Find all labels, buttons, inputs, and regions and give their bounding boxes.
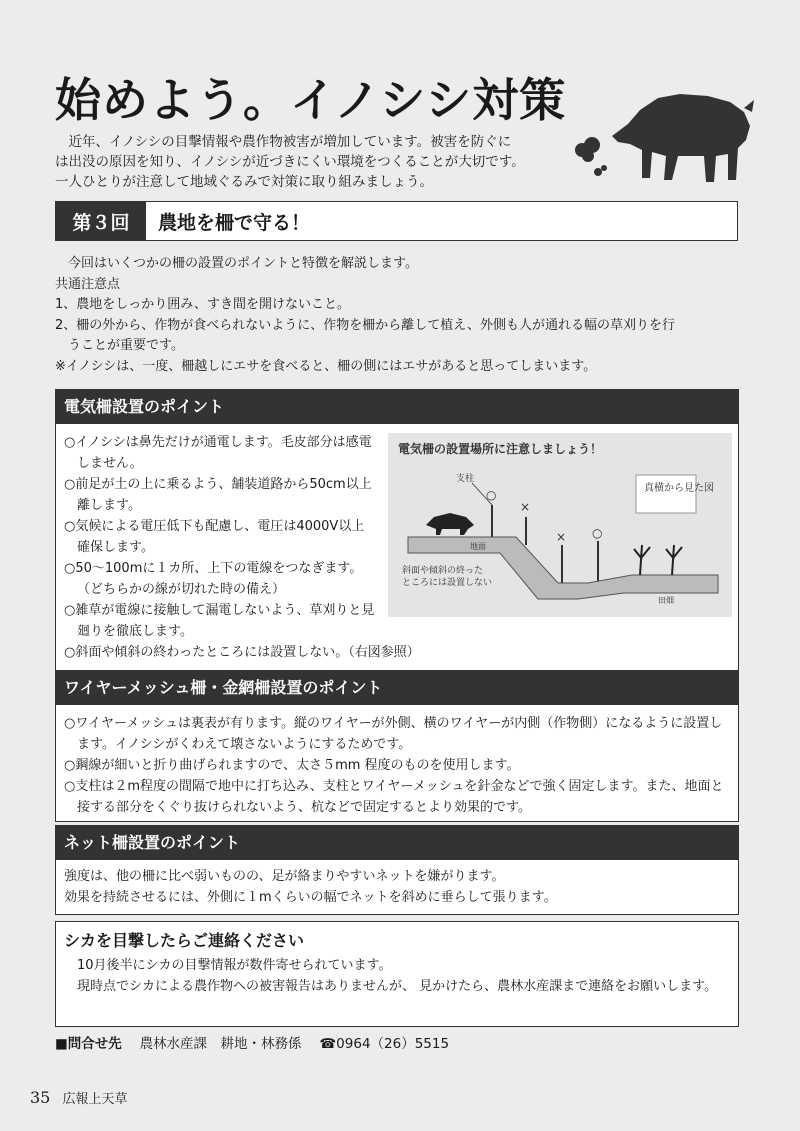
common-heading: 共通注意点 xyxy=(55,276,121,292)
list-item: ○雑草が電線に接触して漏電しないよう、草刈りと見廻りを徹底します。 xyxy=(64,603,375,639)
net-line: 強度は、他の柵に比べ弱いものの、足が絡まりやすいネットを嫌がります。 xyxy=(64,869,505,884)
diagram-view-label: 真横から見た図 xyxy=(644,483,714,494)
list-item: ○鋼線が細いと折り曲げられますので、太さ５mm 程度のものを使用します。 xyxy=(64,758,520,773)
intro-text: 近年、イノシシの目撃情報や農作物被害が増加しています。被害を防ぐに は出没の原因を知り、イノシシが近づきにくい環境をつくることが大切です。 一人ひとりが注意して地域ぐるみで対策に取り組みましょう。 xyxy=(55,134,525,190)
lead-line: 今回はいくつかの柵の設置のポイントと特徴を解説します。 xyxy=(55,256,418,271)
net-fence-box xyxy=(55,825,739,915)
diagram-road-label: 地面 xyxy=(470,542,486,551)
deer-line: 現時点でシカによる農作物への被害報告はありませんが、 見かけたら、農林水産課まで連絡をお願いします。 xyxy=(64,979,718,994)
episode-number: 第３回 xyxy=(56,202,146,240)
diagram-ok-mark: ○ xyxy=(486,488,497,502)
lead-section xyxy=(55,254,745,377)
common-point-2: 2、柵の外から、作物が食べられないように、作物を柵から離して植え、外側も人が通れる幅の草刈りを行 xyxy=(55,317,676,333)
diagram-post-label: 支柱 xyxy=(456,474,475,484)
list-item: ○ワイヤーメッシュは裏表が有ります。縦のワイヤーが外側、横のワイヤーが内側（作物側）になるように設置します。イノシシがくわえて壊さないようにするためです。 xyxy=(64,716,723,752)
boar-illustration xyxy=(568,90,758,190)
net-line: 効果を持続させるには、外側に１mくらいの幅でネットを斜めに垂らして張ります。 xyxy=(64,890,557,905)
common-point-2-cont: うことが重要です。 xyxy=(68,338,184,353)
list-item: ○支柱は２m程度の間隔で地中に打ち込み、支柱とワイヤーメッシュを針金などで強く固定します。また、地面と接する部分をくぐり抜けられないよう、杭などで固定するとより効果的です。 xyxy=(64,779,724,815)
diagram-slope-note: 斜面や傾斜の終った xyxy=(402,566,484,576)
episode-title: 農地を柵で守る！ xyxy=(158,211,311,234)
diagram-slope-note: ところには設置しない xyxy=(402,578,493,588)
page-title: 始めよう。イノシシ対策 xyxy=(55,73,567,127)
publication-name: 広報上天草 xyxy=(62,1092,128,1107)
contact-label: ■問合せ先 xyxy=(55,1036,122,1052)
diagram-title: 電気柵の設置場所に注意しましょう！ xyxy=(398,442,603,456)
contact-phone: ☎0964（26）5515 xyxy=(319,1036,450,1052)
list-item: ○50～100mに１カ所、上下の電線をつなぎます。（どちらかの線が切れた時の備え） xyxy=(64,561,363,597)
puff-icon xyxy=(575,137,607,176)
lead-note: ※イノシシは、一度、柵越しにエサを食べると、柵の側にはエサがあると思ってしまいます。 xyxy=(55,358,597,374)
contact-dept: 農林水産課 耕地・林務係 xyxy=(139,1036,302,1052)
page-number: 35 xyxy=(30,1088,51,1107)
episode-banner xyxy=(55,201,738,241)
list-item: ○前足が土の上に乗るよう、舗装道路から50cm以上離します。 xyxy=(64,477,372,513)
electric-fence-diagram xyxy=(388,433,732,617)
electric-fence-heading: 電気柵設置のポイント xyxy=(56,390,738,424)
deer-line: 10月後半にシカの目撃情報が数件寄せられています。 xyxy=(64,958,392,973)
boar-icon xyxy=(612,94,750,182)
wire-mesh-box xyxy=(55,670,739,822)
deer-notice-box xyxy=(55,921,739,1027)
list-item: ○気候による電圧低下も配慮し、電圧は4000V以上確保します。 xyxy=(64,519,365,555)
list-item: ○斜面や傾斜の終わったところには設置しない。（右図参照） xyxy=(64,645,420,660)
diagram-ng-mark: × xyxy=(520,500,531,514)
diagram-ng-mark: × xyxy=(556,530,567,544)
diagram-field-label: 田畑 xyxy=(658,596,674,605)
common-point-1: 1、農地をしっかり囲み、すき間を開けないこと。 xyxy=(55,297,351,312)
contact-info xyxy=(55,1032,449,1052)
deer-heading: シカを目撃したらご連絡ください xyxy=(64,931,305,950)
diagram-ok-mark: ○ xyxy=(592,526,603,540)
page-footer xyxy=(30,1088,128,1107)
net-fence-heading: ネット柵設置のポイント xyxy=(56,826,738,860)
wire-mesh-heading: ワイヤーメッシュ柵・金網柵設置のポイント xyxy=(56,671,738,705)
list-item: ○イノシシは鼻先だけが通電します。毛皮部分は感電しません。 xyxy=(64,435,372,471)
